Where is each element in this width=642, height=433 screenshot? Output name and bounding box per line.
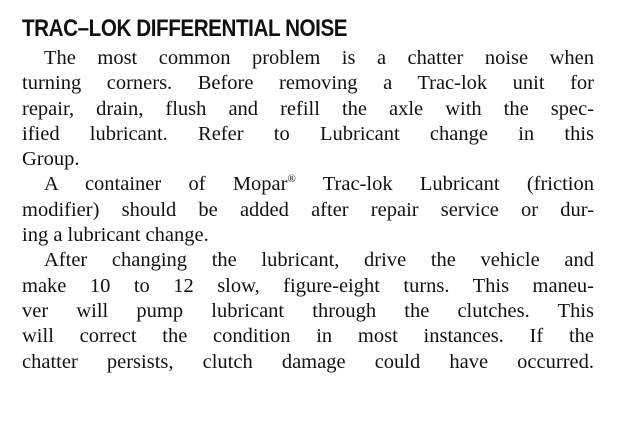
paragraph-3 — [22, 248, 594, 374]
paragraph-line: will correct the condition in most instances. If the — [22, 325, 594, 348]
paragraph-line: ified lubricant. Refer to Lubricant change in this — [22, 122, 594, 145]
paragraph-line: After changing the lubricant, drive the vehicle and — [44, 249, 594, 272]
paragraph-line: modifier) should be added after repair service or dur- — [22, 198, 594, 221]
section-title: TRAC–LOK DIFFERENTIAL NOISE — [22, 15, 348, 42]
paragraph-line: ing a lubricant change. — [22, 224, 209, 247]
paragraph-line: chatter persists, clutch damage could have occurred. — [22, 350, 594, 373]
paragraph-line: ver will pump lubricant through the clutches. This — [22, 299, 594, 322]
paragraph-line: make 10 to 12 slow, figure-eight turns. This maneu- — [22, 274, 594, 297]
paragraph-line: repair, drain, flush and refill the axle with the spec- — [22, 97, 594, 120]
paragraph-line: The most common problem is a chatter noise when — [44, 47, 594, 69]
paragraph-1 — [22, 46, 594, 172]
paragraph-text: Trac-lok Lubricant (friction — [295, 173, 594, 196]
paragraph-line: Group. — [22, 148, 80, 171]
registered-trademark-mark: ® — [287, 173, 296, 186]
document-page — [22, 14, 594, 375]
paragraph-line: turning corners. Before removing a Trac-lok unit for — [22, 72, 594, 95]
paragraph-text: A container of Mopar — [44, 173, 288, 196]
paragraph-2 — [22, 172, 594, 248]
paragraph-line — [22, 172, 594, 197]
